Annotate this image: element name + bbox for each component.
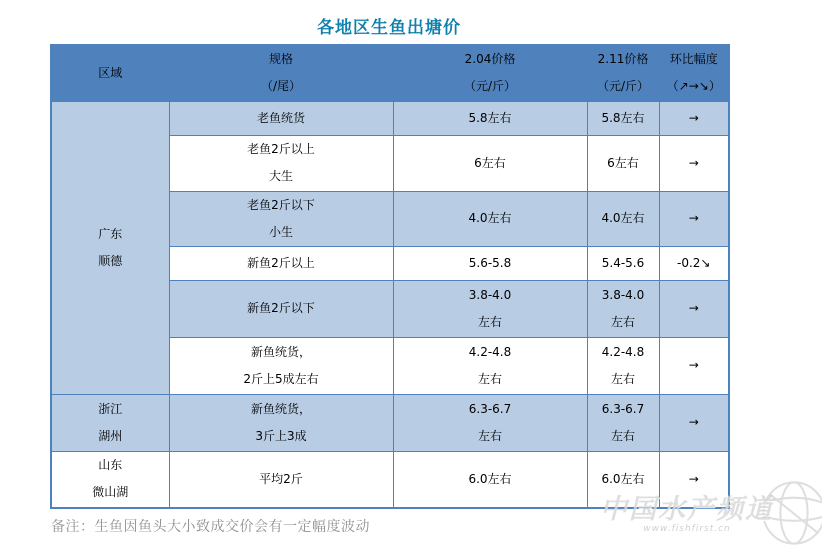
trend-arrow: → (688, 415, 699, 429)
cell-line: 左右 (477, 428, 502, 443)
trend-cell-down (659, 246, 729, 280)
header-label: 2.04价格 (464, 52, 516, 67)
cell-line: 左右 (610, 371, 635, 386)
cell-line: 5.6-5.8 (468, 255, 512, 270)
trend-cell (659, 394, 729, 451)
trend-arrow: → (688, 110, 699, 125)
cell-line: 6.3-6.7 (468, 401, 512, 416)
cell-line: 新鱼2斤以下 (247, 301, 315, 315)
cell-line: 5.8左右 (601, 110, 645, 125)
spec-cell (169, 280, 393, 337)
cell-line: 老鱼统货 (256, 110, 305, 125)
price-204-cell (393, 101, 587, 135)
price-211-cell (587, 246, 659, 280)
price-204-cell (393, 246, 587, 280)
table-row (51, 101, 729, 135)
cell-line: 6左右 (474, 155, 506, 170)
spec-cell (169, 101, 393, 135)
region-line: 微山湖 (92, 485, 129, 500)
region-line: 顺德 (98, 253, 123, 268)
spec-cell (169, 337, 393, 394)
cell-line: 平均2斤 (259, 471, 303, 486)
header-label: 规格 (268, 52, 293, 67)
header-row (51, 45, 729, 101)
cell-line: 左右 (477, 314, 502, 329)
price-211-cell (587, 337, 659, 394)
header-sublabel: （/尾） (260, 79, 302, 94)
header-label: 2.11价格 (597, 52, 649, 67)
price-204-cell (393, 451, 587, 508)
cell-line: 3.8-4.0 (601, 287, 645, 302)
cell-line: 5.8左右 (468, 110, 512, 125)
region-cell-zhejiang-huzhou (51, 394, 169, 451)
price-211-cell (587, 394, 659, 451)
trend-arrow: → (688, 471, 699, 486)
cell-line: 左右 (477, 371, 502, 386)
header-spec (169, 45, 393, 101)
header-label: 区域 (98, 65, 123, 80)
header-region (51, 45, 169, 101)
region-cell-guangdong-shunde (51, 101, 169, 394)
spec-cell (169, 451, 393, 508)
cell-line: 4.2-4.8 (601, 344, 645, 359)
price-204-cell (393, 394, 587, 451)
header-price-204 (393, 45, 587, 101)
cell-line: 6.0左右 (601, 471, 645, 486)
watermark-text (600, 496, 774, 534)
cell-line: 4.2-4.8 (468, 344, 512, 359)
trend-arrow: → (688, 211, 699, 225)
cell-line: 3斤上3成 (255, 428, 307, 443)
price-211-cell (587, 135, 659, 191)
price-211-cell (587, 191, 659, 246)
trend-value: -0.2↘ (677, 255, 711, 270)
region-line: 浙江 (98, 401, 123, 416)
header-sublabel: （元/斤） (463, 79, 517, 94)
region-cell-shandong-weishanhu (51, 451, 169, 508)
cell-line: 5.4-5.6 (601, 255, 645, 270)
watermark-title: 中国水产频道 (600, 494, 774, 525)
cell-line: 左右 (610, 428, 635, 443)
spec-cell (169, 394, 393, 451)
cell-line: 左右 (610, 314, 635, 329)
watermark-url: www.fishfirst.cn (643, 524, 731, 534)
cell-line: 老鱼2斤以下 (247, 197, 315, 212)
table-row (51, 394, 729, 451)
trend-arrow: → (688, 155, 699, 170)
cell-line: 6.3-6.7 (601, 401, 645, 416)
spec-cell (169, 191, 393, 246)
header-sublabel: （↗→↘） (666, 79, 721, 94)
header-sublabel: （元/斤） (596, 79, 650, 94)
price-table (50, 44, 730, 509)
spec-cell (169, 135, 393, 191)
cell-line: 6.0左右 (468, 471, 512, 486)
header-price-211 (587, 45, 659, 101)
price-204-cell (393, 135, 587, 191)
cell-line: 大生 (268, 169, 293, 183)
cell-line: 新鱼2斤以上 (247, 255, 315, 270)
cell-line: 2斤上5成左右 (243, 371, 319, 386)
cell-line: 新鱼统货， (250, 401, 311, 416)
cell-line: 新鱼统货， (250, 344, 311, 359)
cell-line: 小生 (268, 224, 293, 239)
page-title: 各地区生鱼出塘价 (317, 18, 461, 38)
region-line: 广东 (98, 226, 123, 241)
price-204-cell (393, 337, 587, 394)
price-211-cell (587, 101, 659, 135)
cell-line: 老鱼2斤以上 (247, 142, 315, 156)
region-line: 山东 (98, 458, 123, 473)
trend-arrow: → (688, 301, 699, 315)
trend-cell (659, 191, 729, 246)
footnote: 备注：生鱼因鱼头大小致成交价会有一定幅度波动 (51, 519, 370, 535)
header-label: 环比幅度 (669, 52, 718, 67)
price-204-cell (393, 280, 587, 337)
trend-cell (659, 135, 729, 191)
header-trend (659, 45, 729, 101)
trend-arrow: → (688, 358, 699, 372)
cell-line: 4.0左右 (601, 211, 645, 225)
cell-line: 3.8-4.0 (468, 287, 512, 302)
price-211-cell (587, 280, 659, 337)
price-table-container (50, 44, 730, 509)
trend-cell (659, 337, 729, 394)
price-204-cell (393, 191, 587, 246)
cell-line: 4.0左右 (468, 211, 512, 225)
watermark (600, 479, 822, 551)
region-line: 湖州 (98, 428, 123, 443)
trend-cell (659, 280, 729, 337)
trend-cell (659, 101, 729, 135)
spec-cell (169, 246, 393, 280)
cell-line: 6左右 (607, 155, 639, 170)
